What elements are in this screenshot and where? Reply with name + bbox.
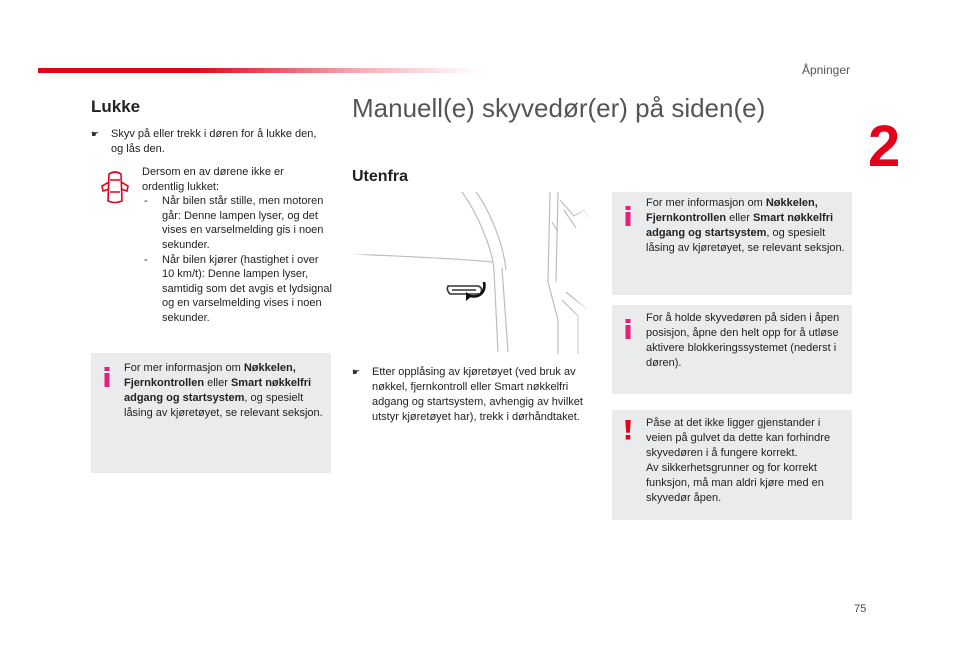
lukke-instruction-text: Skyv på eller trekk i døren for å lukke den, og lås den. [111,128,317,155]
door-warning-intro-1: Dersom en av dørene ikke er [142,166,284,178]
door-open-warning-icon [100,169,130,207]
page-title: Manuell(e) skyvedør(er) på siden(e) [352,93,766,123]
warning-box-right-text [646,416,846,506]
door-warning-intro-2: ordentlig lukket: [142,180,220,193]
info-box-right-2 [612,305,852,394]
info-box-left-text: For mer informasjon om Nøkkelen, Fjernkontrollen eller Smart nøkkelfri adgang og startsystem, og spesielt låsing av kjøretøyet, se relevant seksjon. [124,362,323,419]
warning-box-right [612,410,852,520]
heading-lukke: Lukke [91,97,141,116]
sliding-door-illustration [352,192,592,354]
page-number: 75 [854,603,867,615]
info-box-left [91,353,331,473]
arrow-bullet-icon: ☛ [91,129,100,139]
info-box-right-2-text: For å holde skyvedøren på siden i åpen posisjon, åpne den helt opp for å utløse aktivere blokkeringssystemet (nederst i døren). [646,312,840,369]
warning-paragraph-1: Påse at det ikke ligger gjenstander i veien på gulvet da dette kan forhindre skyvedøren i å fungere korrekt. [646,417,831,459]
header-accent-bar [38,68,478,73]
chapter-number: 2 [868,114,901,179]
info-icon [622,319,634,339]
arrow-bullet-icon: ☛ [352,367,361,377]
door-warning-item-2: - Når bilen kjører (hastighet i over 10 km/t): Denne lampen lyser, samtidig som det avgis et lydsignal og en varselmelding vises i noen sekunder. [142,253,332,326]
warning-paragraph-2: Av sikkerhetsgrunner og for korrekt funksjon, må man aldri kjøre med en skyvedør åpen. [646,462,824,504]
utenfra-instruction-text: Etter opplåsing av kjøretøyet (ved bruk av nøkkel, fjernkontroll eller Smart nøkkelfri adgang og startsystem, avhengig av hvilket utstyr kjøretøyet har), trekk i dørhåndtaket. [372,366,583,423]
info-box-right-1 [612,192,852,295]
info-icon [101,367,113,387]
section-title: Åpninger [801,63,850,77]
info-box-right-1-text: For mer informasjon om Nøkkelen, Fjernkontrollen eller Smart nøkkelfri adgang og startsystem, og spesielt låsing av kjøretøyet, se relevant seksjon. [646,197,845,254]
info-icon [622,206,634,226]
heading-utenfra: Utenfra [352,168,409,185]
door-open-warning-text [142,165,332,326]
exclamation-icon [622,420,634,440]
lukke-instruction [91,127,331,157]
door-warning-item-1: - Når bilen står stille, men motoren går: Denne lampen lyser, og det vises en varselmelding gis i noen sekunder. [142,194,332,252]
utenfra-instruction [352,365,592,425]
